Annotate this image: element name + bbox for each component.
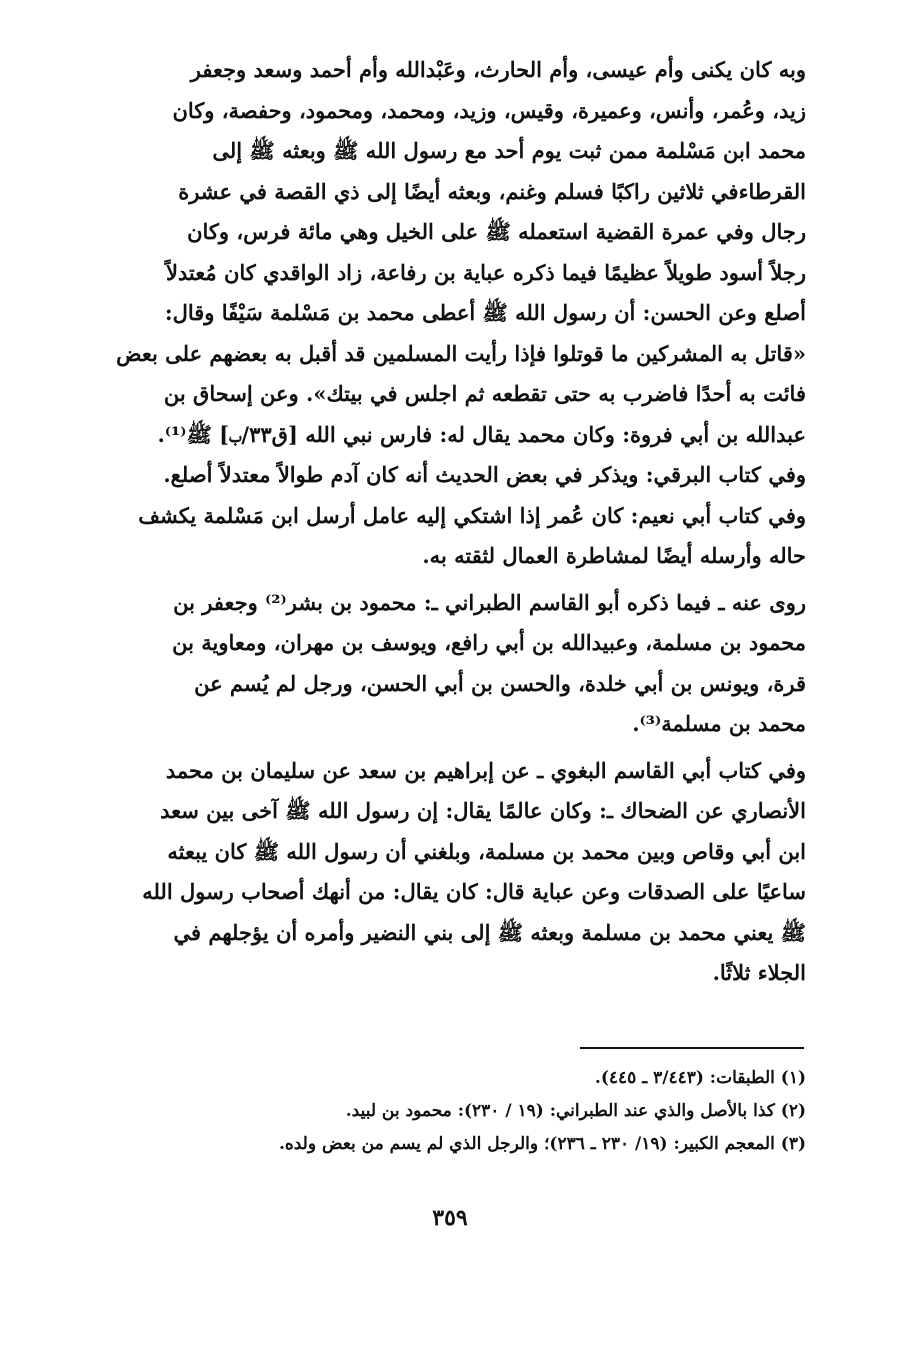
text-line: الجلاء ثلاثًا. (712, 960, 806, 985)
text-line: وفي كتاب أبي القاسم البغوي ـ عن إبراهيم بن سعد عن سليمان بن محمد (165, 757, 806, 783)
text-line: رجلاً أسود طويلاً عظيمًا فيما ذكره عباية بن رفاعة، زاد الواقدي كان مُعتدلاً (165, 259, 806, 285)
footnote-2: (٢) كذا بالأصل والذي عند الطبراني: (١٩ / ٢٣٠): محمود بن لبيد. (345, 1101, 806, 1121)
text-line: ابن أبي وقاص وبين محمد بن مسلمة، وبلغني أن رسول الله ﷺ كان يبعثه (167, 838, 806, 864)
text-line: محمود بن مسلمة، وعبيدالله بن أبي رافع، ويوسف بن مهران، ومعاوية بن (172, 630, 806, 655)
text-line: أصلع وعن الحسن: أن رسول الله ﷺ أعطى محمد بن مَسْلمة سَيْفًا وقال: (164, 300, 806, 325)
text-line: قرة، ويونس بن أبي خلدة، والحسن بن أبي الحسن، ورجل لم يُسم عن (194, 670, 806, 696)
text-line: ساعيًا على الصدقات وعن عباية قال: كان يقال: من أنهك أصحاب رسول الله (142, 879, 806, 904)
text-line: حاله وأرسله أيضًا لمشاطرة العمال لثقته به. (422, 543, 806, 568)
text-line: روى عنه ـ فيما ذكره أبو القاسم الطبراني ـ: محمود بن بشر⁽²⁾ وجعفر بن (173, 589, 806, 615)
paragraph-baghawi (88, 751, 806, 994)
paragraph-narrators (88, 583, 806, 745)
text-line: محمد ابن مَسْلمة ممن ثبت يوم أحد مع رسول الله ﷺ وبعثه ﷺ إلى (212, 138, 806, 163)
text-line: وبه كان يكنى وأم عيسى، وأم الحارث، وعَبْدالله وأم أحمد وسعد وجعفر (190, 57, 806, 82)
main-text (88, 50, 806, 994)
paragraph-abu-nuaym (88, 496, 806, 577)
text-line: عبدالله بن أبي فروة: وكان محمد يقال له: فارس نبي الله [ق٣٣/ب] ﷺ⁽¹⁾. (157, 421, 806, 447)
footnote-1: (١) الطبقات: (٣/٤٤٣ ـ ٤٤٥). (594, 1068, 806, 1088)
text-line: الأنصاري عن الضحاك ـ: وكان عالمًا يقال: إن رسول الله ﷺ آخى بين سعد (160, 798, 806, 823)
text-line: ﷺ يعني محمد بن مسلمة وبعثه ﷺ إلى بني النضير وأمره أن يؤجلهم في (173, 919, 806, 945)
text-line: «قاتل به المشركين ما قوتلوا فإذا رأيت المسلمين قد أقبل به بعضهم على بعض (116, 340, 806, 366)
text-line: وفي كتاب البرقي: ويذكر في بعض الحديث أنه كان آدم طوالاً معتدلاً أصلع. (163, 462, 806, 487)
text-line: زيد، وعُمر، وأنس، وعميرة، وقيس، وزيد، ومحمد، ومحمود، وحفصة، وكان (172, 97, 806, 123)
footnote-divider (580, 1047, 804, 1049)
footnote-3: (٣) المعجم الكبير: (١٩/ ٢٣٠ ـ ٢٣٦)؛ والرجل الذي لم يسم من بعض ولده. (278, 1134, 806, 1154)
text-line: رجال وفي عمرة القضية استعمله ﷺ على الخيل وهي مائة فرس، وكان (187, 219, 806, 244)
paragraph-biography (88, 50, 806, 455)
text-line: محمد بن مسلمة⁽³⁾. (632, 711, 806, 736)
footnotes (110, 1062, 806, 1161)
text-line: فائت به أحدًا فاضرب به حتى تقطعه ثم اجلس في بيتك». وعن إسحاق بن (163, 381, 806, 406)
text-line: القرطاءفي ثلاثين راكبًا فسلم وغنم، وبعثه أيضًا إلى ذي القصة في عشرة (178, 178, 806, 204)
paragraph-barqi (88, 455, 806, 496)
text-line: وفي كتاب أبي نعيم: كان عُمر إذا اشتكي إليه عامل أرسل ابن مَسْلمة يكشف (138, 502, 806, 528)
page-number: ٣٥٩ (432, 1205, 468, 1231)
